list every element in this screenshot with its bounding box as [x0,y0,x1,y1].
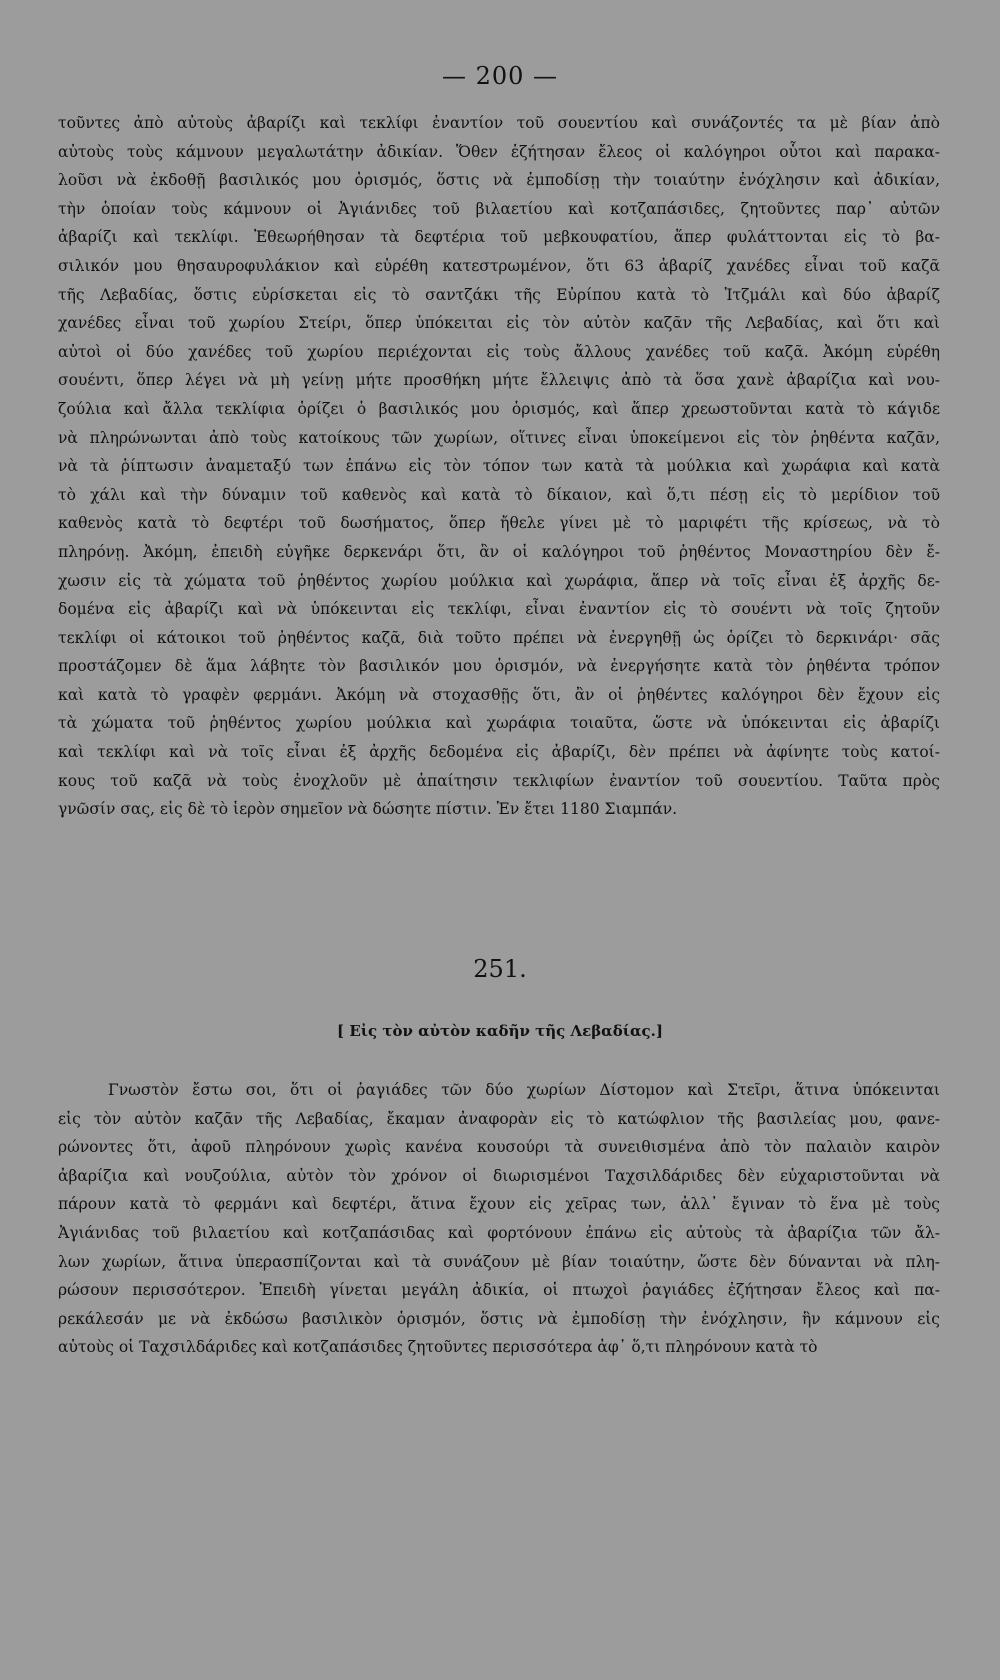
text-line: τὸ χάλι καὶ τὴν δύναμιν τοῦ καθενὸς καὶ κατὰ τὸ δίκαιον, καὶ ὅ,τι πέσῃ εἰς τὸ μερίδιον τοῦ [58,485,940,504]
text-line: Γνωστὸν ἔστω σοι, ὅτι οἱ ῥαγιάδες τῶν δύο χωρίων Δίστομον καὶ Στεῖρι, ἅτινα ὑπόκεινται [108,1081,940,1099]
text-line: καθενὸς κατὰ τὸ δεφτέρι τοῦ δωσήματος, ὅπερ ἤθελε γίνει μὲ τὸ μαριφέτι τῆς κρίσεως, νὰ τὸ [58,514,940,533]
text-line: εἰς τὸν αὐτὸν καζᾶν τῆς Λεβαδίας, ἔκαμαν ἀναφορὰν εἰς τὸ κατώφλιον τῆς βασιλείας μου, φανε- [58,1109,940,1128]
text-line: ἀβαρίζια καὶ νουζούλια, αὐτὸν τὸν χρόνον οἱ διωρισμένοι Ταχσιλδάριδες δὲν εὐχαριστοῦνται νὰ [58,1166,940,1185]
text-line: σιλικόν μου θησαυροφυλάκιον καὶ εὑρέθη κατεστρωμένον, ὅτι 63 ἀβαρίζ χανέδες εἶναι τοῦ καζᾶ [58,256,940,275]
text-line: πάρουν κατὰ τὸ φερμάνι καὶ δεφτέρι, ἅτινα ἔχουν εἰς χεῖρας των, ἀλλ᾽ ἔγιναν τὸ ἕνα μὲ τοὺς [58,1195,940,1214]
text-line: κους τοῦ καζᾶ νὰ τοὺς ἐνοχλοῦν μὲ ἀπαίτησιν τεκλιφίων ἐναντίον τοῦ σουεντίου. Ταῦτα πρὸς [58,771,940,790]
text-line: αὐτοὶ οἱ δύο χανέδες τοῦ χωρίου περιέχονται εἰς τοὺς ἄλλους χανέδες τοῦ καζᾶ. Ἀκόμη εὑρέθη [58,342,940,361]
text-line: σουέντι, ὅπερ λέγει νὰ μὴ γείνῃ μήτε προσθήκη μήτε ἔλλειψις ἀπὸ τὰ ὅσα χανὲ ἀβαρίζια καὶ νου- [58,371,940,390]
text-line: τοῦντες ἀπὸ αὐτοὺς ἀβαρίζι καὶ τεκλίφι ἐναντίον τοῦ σουεντίου καὶ συνάζοντές τα μὲ βίαν ἀπὸ [58,114,940,132]
text-line: γνῶσίν σας, εἰς δὲ τὸ ἱερὸν σημεῖον νὰ δώσητε πίστιν. Ἐν ἔτει 1180 Σιαμπάν. [58,800,678,819]
text-line: τεκλίφι οἱ κάτοικοι τοῦ ῥηθέντος καζᾶ, διὰ τοῦτο πρέπει νὰ ἐνεργηθῇ ὡς ὁρίζει τὸ δερκινάρι· σᾶς [58,628,940,647]
page-number-header: — 200 — [441,62,559,90]
text-line: λοῦσι νὰ ἐκδοθῇ βασιλικός μου ὁρισμός, ὅστις νὰ ἐμποδίσῃ τὴν τοιαύτην ἐνόχλησιν καὶ ἀδικίαν, [58,171,940,190]
text-line: αὐτοὺς τοὺς κάμνουν μεγαλωτάτην ἀδικίαν. Ὅθεν ἐζήτησαν ἔλεος οἱ καλόγηροι οὗτοι καὶ παρακα- [58,142,940,161]
text-line: τὰ χώματα τοῦ ῥηθέντος χωρίου μούλκια καὶ χωράφια τοιαῦτα, ὥστε νὰ ὑπόκεινται εἰς ἀβαρίζι [58,714,940,733]
text-line: τῆς Λεβαδίας, ὅστις εὑρίσκεται εἰς τὸ σαντζάκι τῆς Εὐρίπου κατὰ τὸ Ἰτζμάλι καὶ δύο ἀβαρίζ [58,285,940,304]
text-line: ρεκάλεσάν με νὰ ἐκδώσω βασιλικὸν ὁρισμόν, ὅστις νὰ ἐμποδίσῃ τὴν ἐνόχλησιν, ἣν κάμνουν εἰς [58,1309,940,1328]
text-line: ἀβαρίζι καὶ τεκλίφι. Ἐθεωρήθησαν τὰ δεφτέρια τοῦ μεβκουφατίου, ἅπερ φυλάττονται εἰς τὸ βα- [58,228,940,247]
text-line: χανέδες εἶναι τοῦ χωρίου Στείρι, ὅπερ ὑπόκειται εἰς τὸν αὐτὸν καζᾶν τῆς Λεβαδίας, καὶ ὅτι καὶ [58,314,940,333]
text-line: χωσιν εἰς τὰ χώματα τοῦ ῥηθέντος χωρίου μούλκια καὶ χωράφια, ἅπερ νὰ τοῖς εἶναι ἐξ ἀρχῆς δε- [58,571,940,590]
text-line: ρώνοντες ὅτι, ἀφοῦ πληρόνουν χωρὶς κανένα κουσούρι τὰ συνειθισμένα ἀπὸ τὸν παλαιὸν καιρὸν [58,1138,940,1157]
text-line: Ἀγιάνιδας τοῦ βιλαετίου καὶ κοτζαπάσιδας καὶ φορτόνουν ἐπάνω εἰς αὐτοὺς τὰ ἀβαρίζια τῶν ἄλ- [58,1223,940,1242]
document-subtitle: [ Εἰς τὸν αὐτὸν καδῆν τῆς Λεβαδίας.] [337,1022,663,1040]
text-line: καὶ κατὰ τὸ γραφὲν φερμάνι. Ἀκόμη νὰ στοχασθῇς ὅτι, ἂν οἱ ῥηθέντες καλόγηροι δὲν ἔχουν εἰς [58,685,940,704]
text-line: ζούλια καὶ ἄλλα τεκλίφια ὁρίζει ὁ βασιλικός μου ὁρισμός, καὶ ἅπερ χρεωστοῦνται κατὰ τὸ κάγιδε [58,399,940,418]
document-number: 251. [473,955,527,983]
text-line: καὶ τεκλίφι καὶ νὰ τοῖς εἶναι ἐξ ἀρχῆς δεδομένα εἰς ἀβαρίζι, δὲν πρέπει νὰ ἀφίνητε τοὺς κατοί- [58,743,940,762]
text-line: τὴν ὁποίαν τοὺς κάμνουν οἱ Ἀγιάνιδες τοῦ βιλαετίου καὶ κοτζαπάσιδες, ζητοῦντες παρ᾽ αὐτῶν [58,199,940,218]
text-line: νὰ πληρώνωνται ἀπὸ τοὺς κατοίκους τῶν χωρίων, οἵτινες εἶναι ὑποκείμενοι εἰς τὸν ῥηθέντα καζᾶν, [58,428,940,447]
text-line: προστάζομεν δὲ ἅμα λάβητε τὸν βασιλικόν μου ὁρισμόν, νὰ ἐνεργήσητε κατὰ τὸν ῥηθέντα τρόπον [58,657,940,676]
text-line: πληρόνῃ. Ἀκόμη, ἐπειδὴ εὐγῆκε δερκενάρι ὅτι, ἂν οἱ καλόγηροι τοῦ ῥηθέντος Μοναστηρίου δὲν ἔ- [58,542,940,561]
paragraph-1 [58,109,940,824]
text-line: δομένα εἰς ἀβαρίζι καὶ νὰ ὑπόκεινται εἰς τεκλίφι, εἶναι ἐναντίον εἰς τὸ σουέντι νὰ τοῖς ζητοῦν [58,600,940,619]
text-line: αὐτοὺς οἱ Ταχσιλδάριδες καὶ κοτζαπάσιδες ζητοῦντες περισσότερα ἀφ᾽ ὅ,τι πληρόνουν κατὰ τὸ [58,1338,818,1357]
text-line: λων χωρίων, ἅτινα ὑπερασπίζονται καὶ τὰ συνάζουν μὲ βίαν τοιαύτην, ὥστε δὲν δύνανται νὰ πλη- [58,1252,940,1271]
text-line: νὰ τὰ ῥίπτωσιν ἀναμεταξύ των ἐπάνω εἰς τὸν τόπον των κατὰ τὰ μούλκια καὶ χωράφια καὶ κατὰ [58,457,940,476]
text-line: ρώσουν περισσότερον. Ἐπειδὴ γίνεται μεγάλη ἀδικία, οἱ πτωχοὶ ῥαγιάδες ἐζήτησαν ἔλεος καὶ πα- [58,1281,940,1300]
paragraph-2 [58,1076,940,1362]
